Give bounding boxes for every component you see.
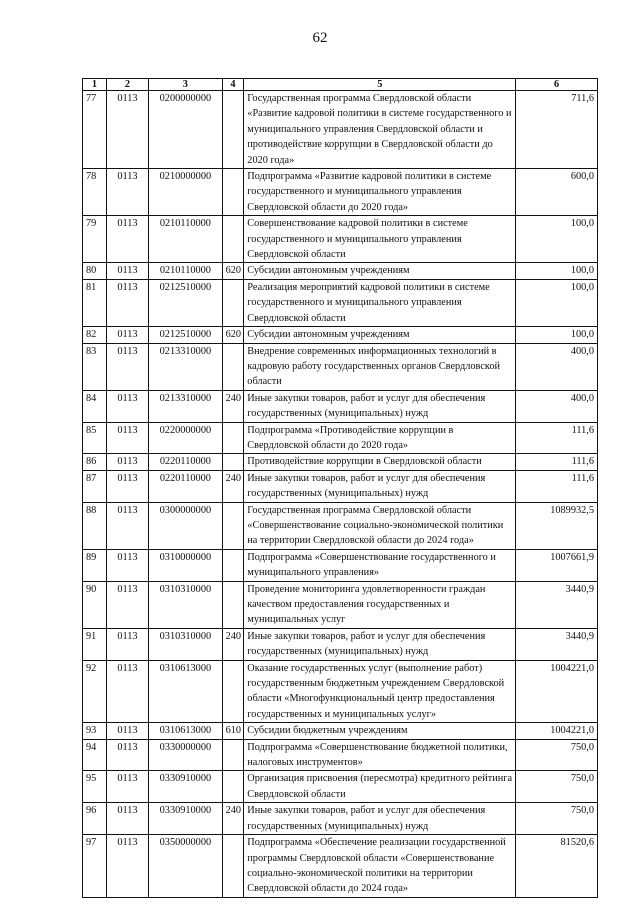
item-name: Подпрограмма «Совершенствование бюджетной политики, налоговых инструментов» (244, 739, 516, 771)
section-code: 0113 (106, 91, 148, 169)
expense-type-code (222, 581, 244, 628)
item-name: Подпрограмма «Развитие кадровой политики в системе государственного и муниципального управления Свердловской области до 2020 года» (244, 169, 516, 216)
amount: 711,6 (516, 91, 598, 169)
section-code: 0113 (106, 263, 148, 279)
section-code: 0113 (106, 723, 148, 739)
expense-type-code (222, 91, 244, 169)
expense-type-code (222, 279, 244, 326)
expense-type-code: 620 (222, 263, 244, 279)
table-row (83, 343, 598, 390)
section-code: 0113 (106, 502, 148, 549)
expense-type-code: 240 (222, 470, 244, 502)
target-code: 0220000000 (149, 422, 222, 454)
item-name: Проведение мониторинга удовлетворенности граждан качеством предоставления государственных и муниципальных услуг (244, 581, 516, 628)
amount: 1004221,0 (516, 723, 598, 739)
section-code: 0113 (106, 803, 148, 835)
target-code: 0330910000 (149, 803, 222, 835)
column-header: 5 (244, 79, 516, 91)
item-name: Государственная программа Свердловской области «Совершенствование социально-экономической политики на территории Свердловской области до 2024 года» (244, 502, 516, 549)
item-name: Иные закупки товаров, работ и услуг для обеспечения государственных (муниципальных) нужд (244, 390, 516, 422)
amount: 750,0 (516, 803, 598, 835)
row-number: 78 (83, 169, 107, 216)
expense-type-code: 240 (222, 390, 244, 422)
amount: 100,0 (516, 263, 598, 279)
item-name: Совершенствование кадровой политики в системе государственного и муниципального управления Свердловской области (244, 216, 516, 263)
page-number: 62 (312, 30, 328, 46)
row-number: 84 (83, 390, 107, 422)
section-code: 0113 (106, 835, 148, 898)
section-code: 0113 (106, 327, 148, 343)
table-row (83, 628, 598, 660)
column-header: 6 (516, 79, 598, 91)
section-code: 0113 (106, 660, 148, 723)
table-row (83, 169, 598, 216)
row-number: 88 (83, 502, 107, 549)
row-number: 90 (83, 581, 107, 628)
expense-type-code (222, 422, 244, 454)
table-row (83, 660, 598, 723)
expense-type-code (222, 835, 244, 898)
amount: 750,0 (516, 739, 598, 771)
expense-type-code (222, 771, 244, 803)
section-code: 0113 (106, 343, 148, 390)
row-number: 97 (83, 835, 107, 898)
item-name: Субсидии автономным учреждениям (244, 263, 516, 279)
target-code: 0350000000 (149, 835, 222, 898)
table-row (83, 502, 598, 549)
expense-type-code (222, 660, 244, 723)
expense-type-code: 240 (222, 803, 244, 835)
item-name: Оказание государственных услуг (выполнение работ) государственным бюджетным учреждением Свердловской области «Многофункциональный центр предоставления государственных и муниципальных услуг» (244, 660, 516, 723)
target-code: 0212510000 (149, 327, 222, 343)
amount: 750,0 (516, 771, 598, 803)
target-code: 0300000000 (149, 502, 222, 549)
table-row (83, 723, 598, 739)
target-code: 0310310000 (149, 581, 222, 628)
expense-type-code (222, 502, 244, 549)
expense-type-code (222, 454, 244, 470)
target-code: 0310000000 (149, 549, 222, 581)
section-code: 0113 (106, 422, 148, 454)
amount: 3440,9 (516, 628, 598, 660)
section-code: 0113 (106, 739, 148, 771)
target-code: 0210000000 (149, 169, 222, 216)
table-row (83, 263, 598, 279)
table-row (83, 422, 598, 454)
row-number: 83 (83, 343, 107, 390)
header-row (83, 79, 598, 91)
amount: 100,0 (516, 279, 598, 326)
table-row (83, 549, 598, 581)
amount: 400,0 (516, 390, 598, 422)
budget-table (82, 78, 598, 898)
section-code: 0113 (106, 470, 148, 502)
row-number: 77 (83, 91, 107, 169)
target-code: 0330910000 (149, 771, 222, 803)
amount: 111,6 (516, 454, 598, 470)
target-code: 0310310000 (149, 628, 222, 660)
amount: 600,0 (516, 169, 598, 216)
item-name: Подпрограмма «Противодействие коррупции в Свердловской области до 2020 года» (244, 422, 516, 454)
target-code: 0330000000 (149, 739, 222, 771)
item-name: Субсидии автономным учреждениям (244, 327, 516, 343)
amount: 3440,9 (516, 581, 598, 628)
row-number: 92 (83, 660, 107, 723)
row-number: 87 (83, 470, 107, 502)
target-code: 0212510000 (149, 279, 222, 326)
item-name: Иные закупки товаров, работ и услуг для обеспечения государственных (муниципальных) нужд (244, 803, 516, 835)
expense-type-code (222, 739, 244, 771)
expense-type-code (222, 216, 244, 263)
expense-type-code: 610 (222, 723, 244, 739)
target-code: 0220110000 (149, 470, 222, 502)
section-code: 0113 (106, 628, 148, 660)
table-row (83, 91, 598, 169)
target-code: 0310613000 (149, 723, 222, 739)
item-name: Противодействие коррупции в Свердловской области (244, 454, 516, 470)
column-header: 2 (106, 79, 148, 91)
target-code: 0200000000 (149, 91, 222, 169)
target-code: 0210110000 (149, 216, 222, 263)
row-number: 89 (83, 549, 107, 581)
column-header: 3 (149, 79, 222, 91)
amount: 111,6 (516, 422, 598, 454)
section-code: 0113 (106, 216, 148, 263)
amount: 1004221,0 (516, 660, 598, 723)
amount: 100,0 (516, 216, 598, 263)
section-code: 0113 (106, 454, 148, 470)
item-name: Государственная программа Свердловской области «Развитие кадровой политики в системе государственного и муниципального управления Свердловской области и противодействие коррупции в Свердловской области до 2020 года» (244, 91, 516, 169)
expense-type-code: 240 (222, 628, 244, 660)
column-header: 1 (83, 79, 107, 91)
amount: 1089932,5 (516, 502, 598, 549)
target-code: 0213310000 (149, 390, 222, 422)
table-row (83, 327, 598, 343)
row-number: 79 (83, 216, 107, 263)
column-header: 4 (222, 79, 244, 91)
item-name: Внедрение современных информационных технологий в кадровую работу государственных органов Свердловской области (244, 343, 516, 390)
section-code: 0113 (106, 390, 148, 422)
table-row (83, 216, 598, 263)
expense-type-code (222, 549, 244, 581)
table-row (83, 279, 598, 326)
row-number: 86 (83, 454, 107, 470)
row-number: 93 (83, 723, 107, 739)
item-name: Реализация мероприятий кадровой политики в системе государственного и муниципального управления Свердловской области (244, 279, 516, 326)
item-name: Подпрограмма «Обеспечение реализации государственной программы Свердловской области «Совершенствование социально-экономической политики на территории Свердловской области до 2024 года» (244, 835, 516, 898)
row-number: 91 (83, 628, 107, 660)
target-code: 0310613000 (149, 660, 222, 723)
amount: 100,0 (516, 327, 598, 343)
row-number: 81 (83, 279, 107, 326)
section-code: 0113 (106, 169, 148, 216)
row-number: 94 (83, 739, 107, 771)
item-name: Субсидии бюджетным учреждениям (244, 723, 516, 739)
table-row (83, 454, 598, 470)
expense-type-code (222, 169, 244, 216)
item-name: Организация присвоения (пересмотра) кредитного рейтинга Свердловской области (244, 771, 516, 803)
row-number: 80 (83, 263, 107, 279)
row-number: 95 (83, 771, 107, 803)
amount: 1007661,9 (516, 549, 598, 581)
table-row (83, 803, 598, 835)
section-code: 0113 (106, 279, 148, 326)
table-row (83, 470, 598, 502)
table-row (83, 581, 598, 628)
row-number: 85 (83, 422, 107, 454)
amount: 81520,6 (516, 835, 598, 898)
section-code: 0113 (106, 549, 148, 581)
table-row (83, 771, 598, 803)
table-row (83, 739, 598, 771)
expense-type-code: 620 (222, 327, 244, 343)
amount: 111,6 (516, 470, 598, 502)
expense-type-code (222, 343, 244, 390)
target-code: 0220110000 (149, 454, 222, 470)
item-name: Подпрограмма «Совершенствование государственного и муниципального управления» (244, 549, 516, 581)
table-row (83, 835, 598, 898)
amount: 400,0 (516, 343, 598, 390)
item-name: Иные закупки товаров, работ и услуг для обеспечения государственных (муниципальных) нужд (244, 470, 516, 502)
target-code: 0213310000 (149, 343, 222, 390)
row-number: 96 (83, 803, 107, 835)
item-name: Иные закупки товаров, работ и услуг для обеспечения государственных (муниципальных) нужд (244, 628, 516, 660)
table-row (83, 390, 598, 422)
target-code: 0210110000 (149, 263, 222, 279)
section-code: 0113 (106, 771, 148, 803)
section-code: 0113 (106, 581, 148, 628)
row-number: 82 (83, 327, 107, 343)
